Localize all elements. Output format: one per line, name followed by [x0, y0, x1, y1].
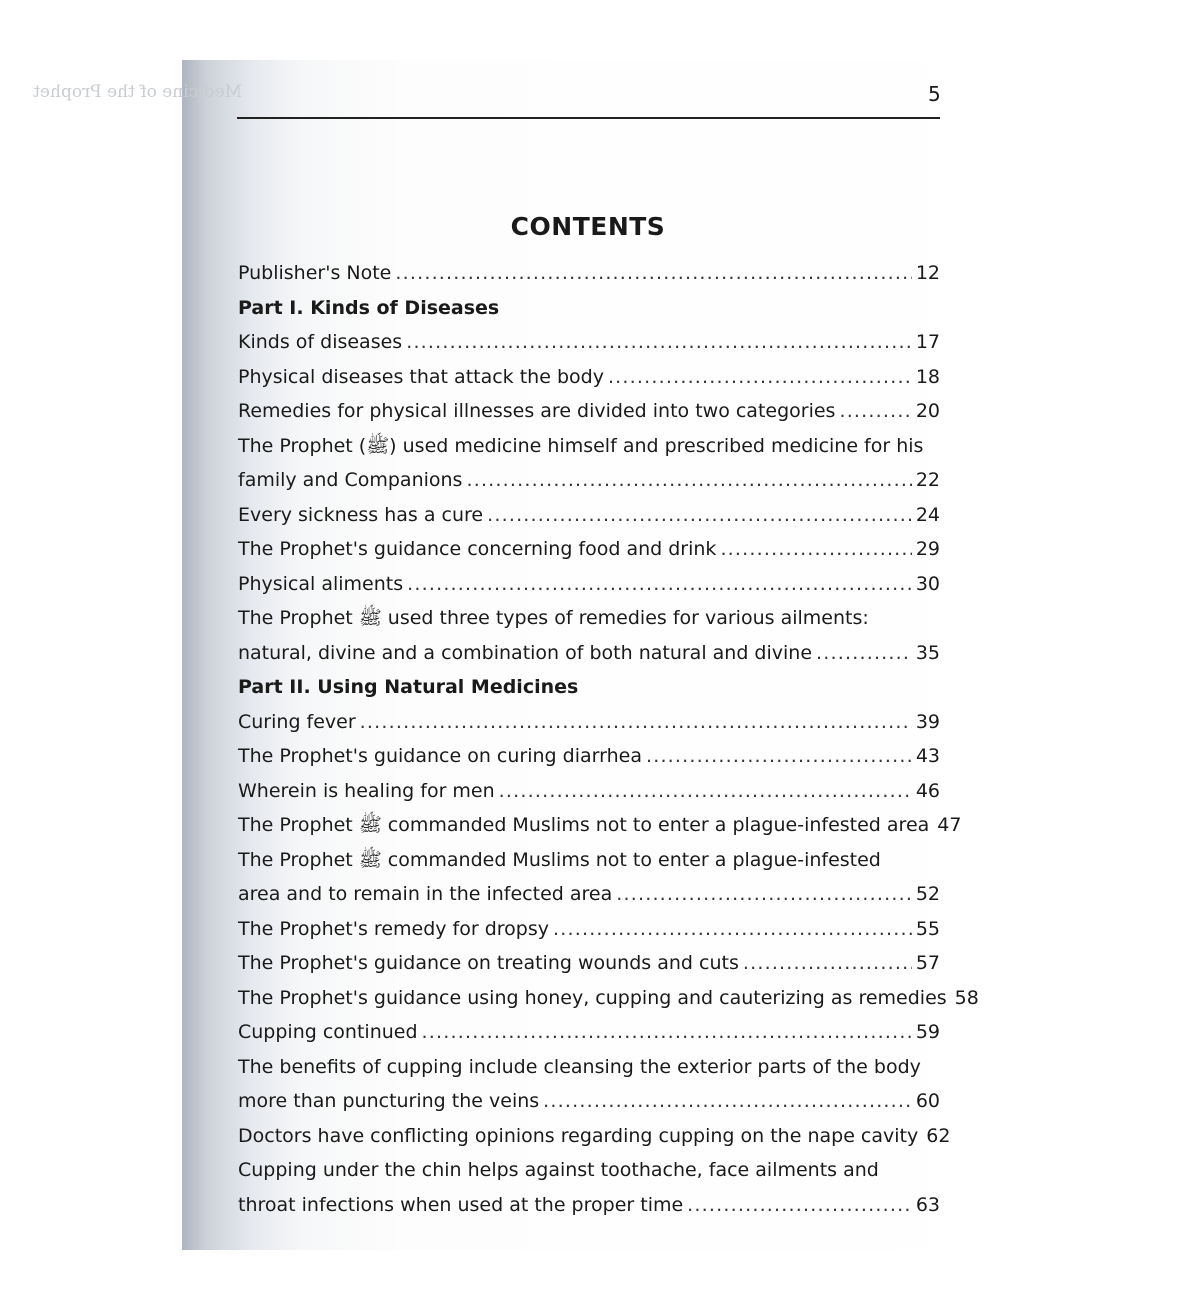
- book-page: [33, 60, 1050, 1250]
- toc-entry-title: The Prophet's guidance concerning food and drink: [238, 538, 717, 560]
- dot-leader: [646, 739, 912, 774]
- toc-entry-title-line: The Prophet ﷺ used three types of remedies for various ailments:: [238, 607, 869, 629]
- toc-entry-page-number: 35: [915, 641, 940, 664]
- toc-entry-title: The Prophet ﷺ commanded Muslims not to enter a plague-infested area: [238, 814, 930, 836]
- toc-entry-title: The Prophet's guidance on curing diarrhea: [238, 745, 642, 767]
- toc-entry-title: Doctors have conflicting opinions regarding cupping on the nape cavity: [238, 1124, 919, 1147]
- table-of-contents: [238, 256, 979, 1222]
- page-number: 5: [928, 82, 941, 106]
- dot-leader: [360, 705, 912, 740]
- toc-entry: [238, 567, 940, 602]
- toc-entry-title: more than puncturing the veins: [238, 1090, 540, 1112]
- toc-entry-page-number: 57: [915, 952, 940, 974]
- dot-leader: [687, 1188, 912, 1223]
- toc-entry: [238, 360, 940, 395]
- dot-leader: [839, 394, 911, 429]
- toc-part-heading: Part II. Using Natural Medicines: [238, 676, 579, 698]
- toc-entry-title: Cupping continued: [238, 1021, 418, 1043]
- dot-leader: [543, 1084, 912, 1119]
- toc-entry: [238, 394, 940, 429]
- toc-entry-title: The Prophet's guidance on treating wounds and cuts: [238, 952, 739, 974]
- toc-entry: [238, 1084, 940, 1119]
- dot-leader: [816, 636, 912, 671]
- toc-entry: [238, 705, 940, 740]
- toc-entry-title: Publisher's Note: [238, 262, 392, 284]
- toc-entry-title-line: The benefits of cupping include cleansing the exterior parts of the body: [238, 1055, 921, 1078]
- toc-entry-title-line: Cupping under the chin helps against toothache, face ailments and: [238, 1159, 879, 1181]
- toc-entry-page-number: 12: [915, 262, 940, 284]
- toc-entry-title: Curing fever: [238, 710, 356, 733]
- toc-entry-title-line: The Prophet ﷺ commanded Muslims not to enter a plague-infested: [238, 848, 881, 871]
- toc-entry-page-number: 29: [915, 538, 940, 560]
- toc-entry: [238, 1015, 940, 1050]
- toc-entry-title: Kinds of diseases: [238, 331, 403, 353]
- toc-entry: [238, 532, 940, 567]
- toc-entry: [238, 808, 962, 843]
- toc-entry-page-number: 18: [915, 365, 940, 388]
- toc-entry-title: natural, divine and a combination of both natural and divine: [238, 641, 813, 664]
- toc-entry-page-number: 47: [937, 814, 962, 836]
- toc-part-heading: Part I. Kinds of Diseases: [238, 296, 500, 319]
- toc-entry: [238, 981, 979, 1016]
- toc-entry-title: The Prophet's remedy for dropsy: [238, 917, 549, 940]
- dot-leader: [499, 774, 912, 809]
- toc-entry: [238, 636, 940, 671]
- dot-leader: [720, 532, 911, 567]
- bleed-through-running-head: Medicine of the Prophet: [33, 82, 242, 102]
- toc-entry-page-number: 20: [915, 400, 940, 422]
- toc-entry-title: Physical aliments: [238, 572, 404, 595]
- toc-entry: [238, 946, 940, 981]
- toc-entry-page-number: 52: [915, 883, 940, 905]
- toc-entry-page-number: 22: [915, 469, 940, 491]
- toc-entry-page-number: 60: [915, 1090, 940, 1112]
- toc-entry-page-number: 63: [915, 1193, 940, 1216]
- toc-entry-page-number: 62: [926, 1124, 951, 1147]
- toc-entry-title: area and to remain in the infected area: [238, 883, 613, 905]
- toc-entry-title: Every sickness has a cure: [238, 503, 484, 526]
- toc-entry-page-number: 46: [915, 779, 940, 802]
- dot-leader: [395, 256, 911, 291]
- dot-leader: [553, 912, 912, 947]
- dot-leader: [608, 360, 912, 395]
- toc-entry: [238, 463, 940, 498]
- toc-entry: [238, 877, 940, 912]
- dot-leader: [616, 877, 912, 912]
- toc-entry-title: Physical diseases that attack the body: [238, 365, 604, 388]
- toc-entry-title: throat infections when used at the proper time: [238, 1193, 684, 1216]
- toc-entry-title-line: The Prophet (ﷺ) used medicine himself and prescribed medicine for his: [238, 434, 924, 457]
- dot-leader: [406, 325, 912, 360]
- dot-leader: [487, 498, 912, 533]
- toc-entry-page-number: 59: [915, 1021, 940, 1043]
- toc-entry-page-number: 24: [915, 503, 940, 526]
- toc-entry-title: Remedies for physical illnesses are divided into two categories: [238, 400, 836, 422]
- toc-entry-page-number: 39: [915, 710, 940, 733]
- toc-entry-page-number: 58: [954, 986, 979, 1009]
- toc-entry-page-number: 43: [915, 745, 940, 767]
- toc-entry: [238, 774, 940, 809]
- contents-title: CONTENTS: [510, 212, 666, 241]
- toc-entry-title: Wherein is healing for men: [238, 779, 495, 802]
- toc-entry-title: The Prophet's guidance using honey, cupping and cauterizing as remedies: [238, 986, 947, 1009]
- toc-entry-page-number: 17: [915, 331, 940, 353]
- dot-leader: [422, 1015, 912, 1050]
- toc-entry: [238, 325, 940, 360]
- toc-entry-page-number: 30: [915, 572, 940, 595]
- toc-entry: [238, 498, 940, 533]
- toc-entry-title: family and Companions: [238, 469, 463, 491]
- toc-entry-page-number: 55: [915, 917, 940, 940]
- header-rule: [237, 117, 940, 119]
- toc-entry: [238, 1188, 940, 1223]
- dot-leader: [407, 567, 912, 602]
- dot-leader: [466, 463, 911, 498]
- toc-entry: [238, 912, 940, 947]
- dot-leader: [743, 946, 912, 981]
- toc-entry: [238, 256, 940, 291]
- toc-entry: [238, 739, 940, 774]
- toc-entry: [238, 1119, 951, 1154]
